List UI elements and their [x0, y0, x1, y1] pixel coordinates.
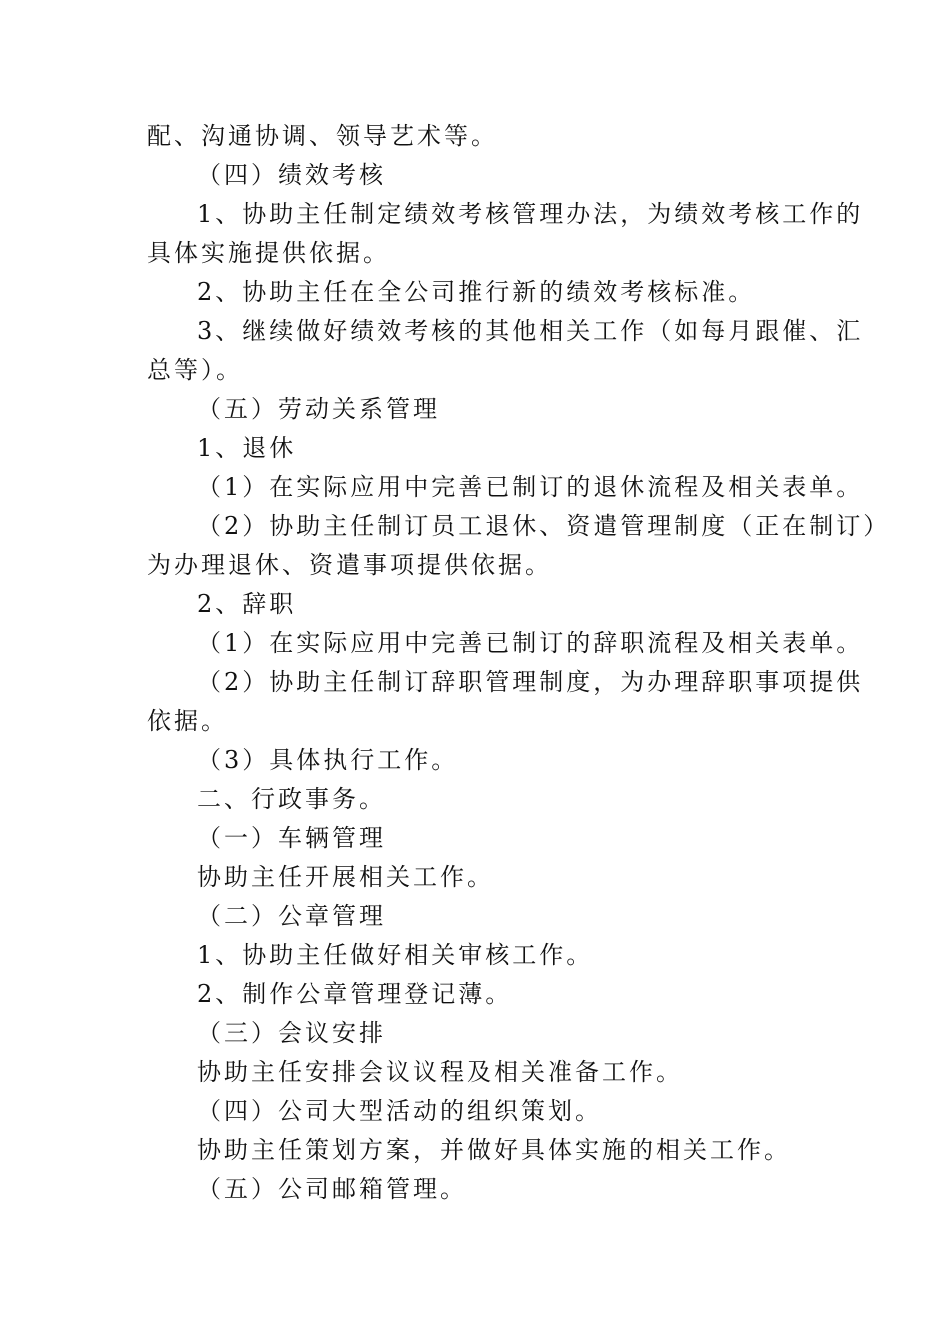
section-heading: 二、行政事务。: [197, 785, 386, 813]
text-line: （1）在实际应用中完善已制订的辞职流程及相关表单。: [197, 629, 864, 657]
text-line: 协助主任安排会议议程及相关准备工作。: [197, 1058, 683, 1086]
text-line: 2、协助主任在全公司推行新的绩效考核标准。: [197, 278, 756, 306]
text-line: 3、继续做好绩效考核的其他相关工作（如每月跟催、汇: [197, 317, 864, 345]
text-line: 1、协助主任制定绩效考核管理办法，为绩效考核工作的: [197, 200, 864, 228]
section-heading: （四）公司大型活动的组织策划。: [197, 1097, 602, 1125]
text-line: 总等）。: [147, 356, 243, 384]
text-line: （1）在实际应用中完善已制订的退休流程及相关表单。: [197, 473, 864, 501]
section-heading: （五）劳动关系管理: [197, 395, 440, 423]
text-line: （2）协助主任制订员工退休、资遣管理制度（正在制订）: [197, 512, 891, 540]
text-line: 2、制作公章管理登记薄。: [197, 980, 513, 1008]
text-line: （2）协助主任制订辞职管理制度，为办理辞职事项提供: [197, 668, 864, 696]
text-line: 具体实施提供依据。: [147, 239, 390, 267]
section-heading: （五）公司邮箱管理。: [197, 1175, 467, 1203]
text-line: （3）具体执行工作。: [197, 746, 459, 774]
text-line: 1、协助主任做好相关审核工作。: [197, 941, 594, 969]
text-line: 1、退休: [197, 434, 297, 462]
text-line: 配、沟通协调、领导艺术等。: [147, 122, 498, 150]
section-heading: （二）公章管理: [197, 902, 386, 930]
text-line: 2、辞职: [197, 590, 297, 618]
text-line: 为办理退休、资遣事项提供依据。: [147, 551, 552, 579]
text-line: 协助主任策划方案，并做好具体实施的相关工作。: [197, 1136, 791, 1164]
text-line: 协助主任开展相关工作。: [197, 863, 494, 891]
text-line: 依据。: [147, 707, 228, 735]
section-heading: （四）绩效考核: [197, 161, 386, 189]
section-heading: （一）车辆管理: [197, 824, 386, 852]
section-heading: （三）会议安排: [197, 1019, 386, 1047]
